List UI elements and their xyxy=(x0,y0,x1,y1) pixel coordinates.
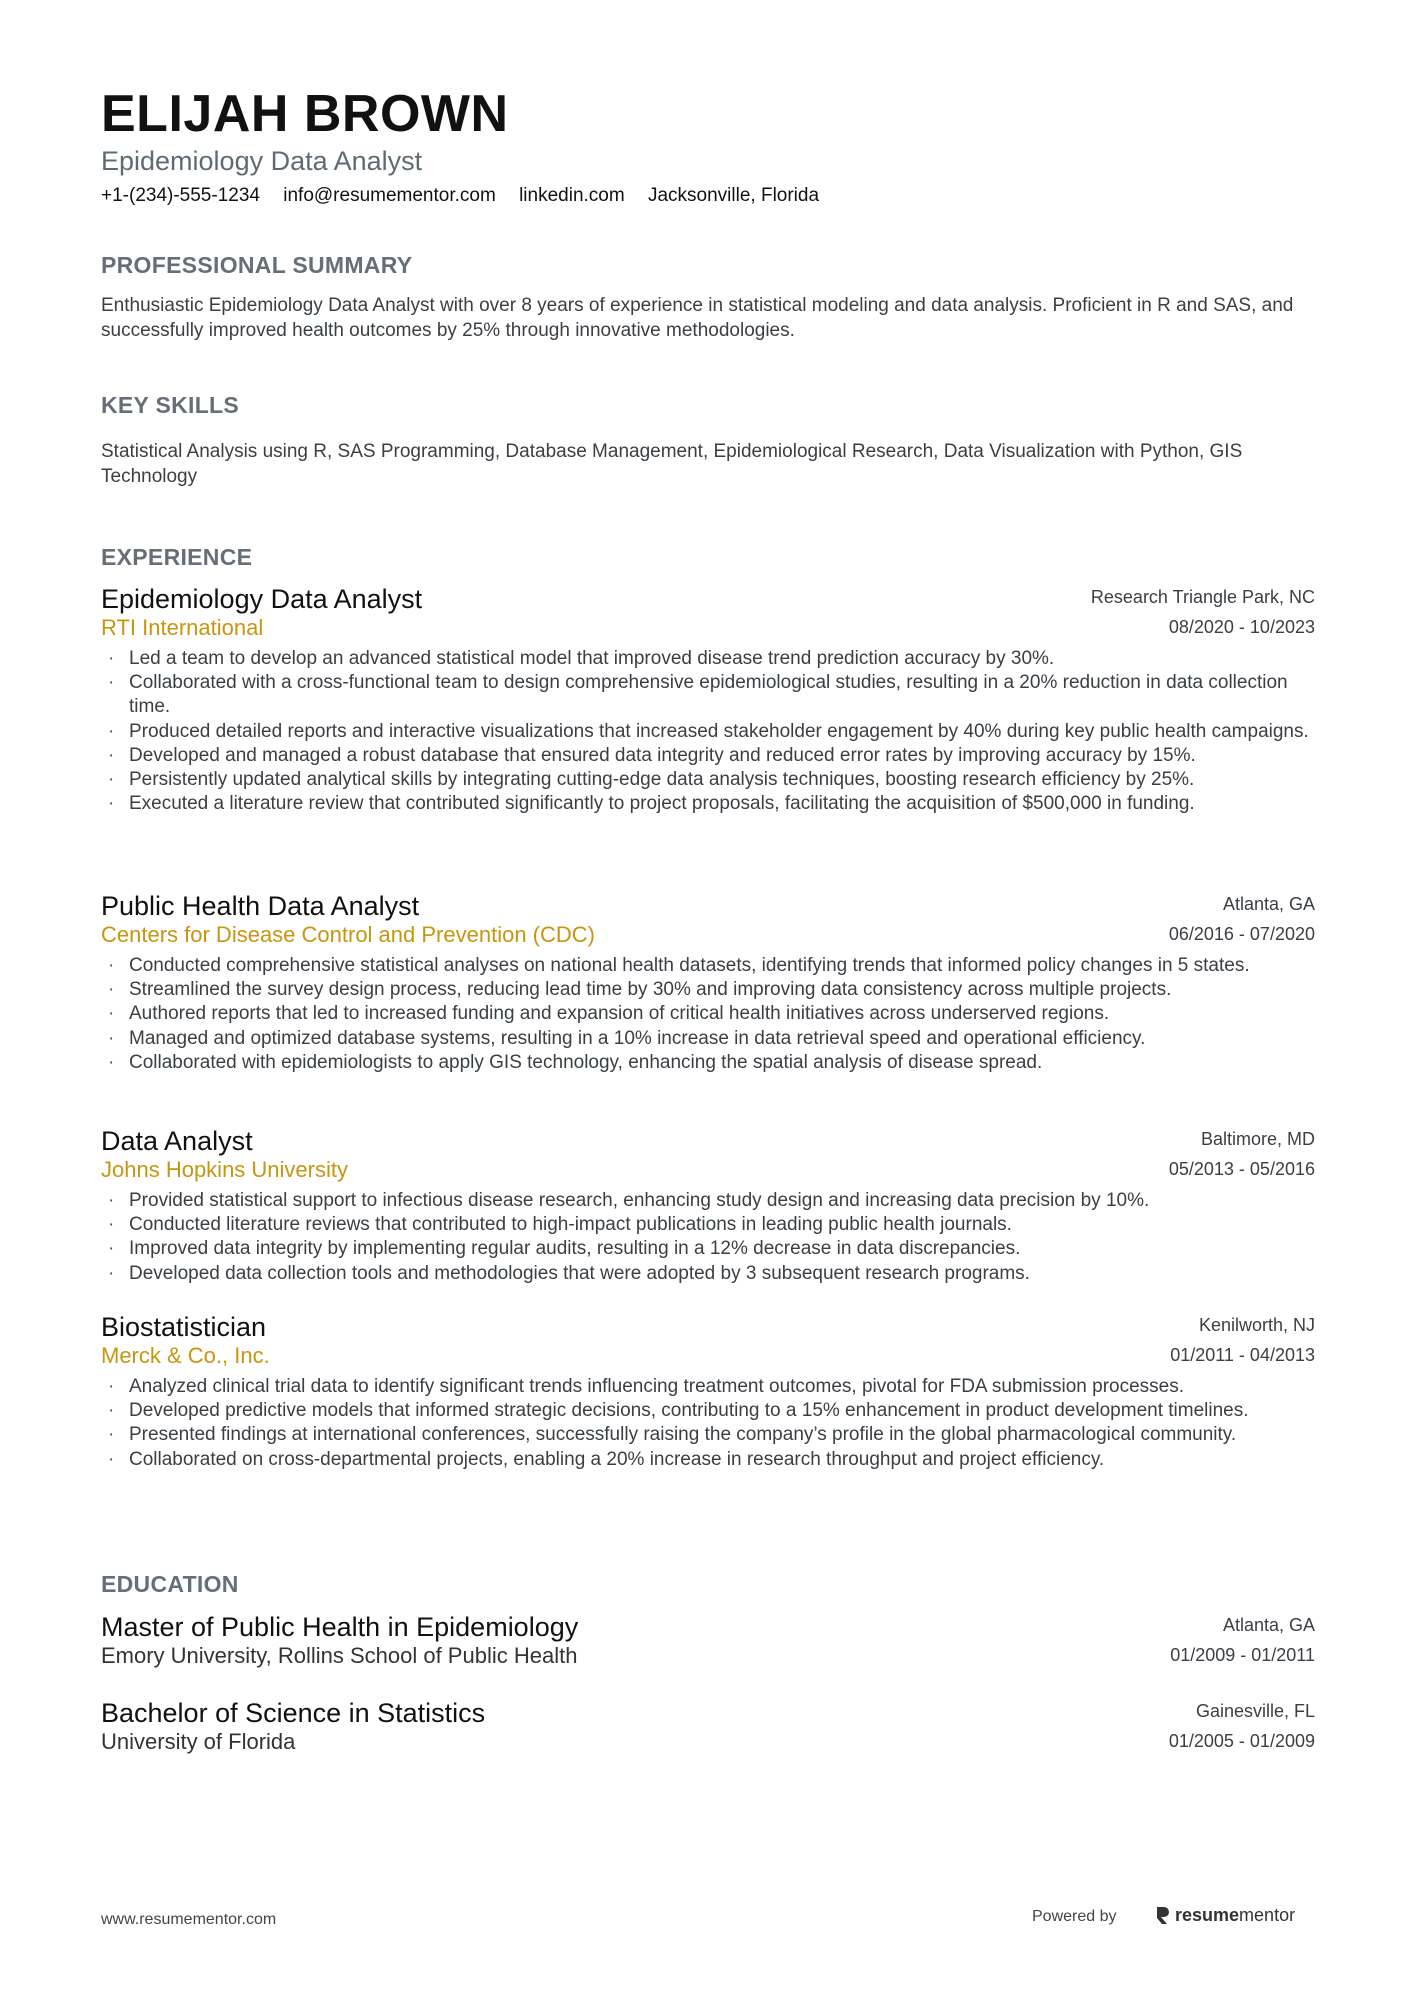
job-dates: 08/2020 - 10/2023 xyxy=(1168,617,1315,637)
job-dates: 01/2011 - 04/2013 xyxy=(1170,1345,1315,1365)
bullet-item: · Streamlined the survey design process, reducing lead time by 30% and improving data consistency across multiple projects. xyxy=(101,978,1315,1002)
bullet-item: · Collaborated with epidemiologists to apply GIS technology, enhancing the spatial analysis of disease spread. xyxy=(101,1051,1315,1075)
bullet-item: · Authored reports that led to increased funding and expansion of critical health initiatives across underserved regions. xyxy=(101,1002,1315,1026)
school-name: University of Florida xyxy=(101,1729,296,1754)
contact-phone: +1-(234)-555-1234 xyxy=(101,185,260,206)
bullet-item: · Developed and managed a robust database that ensured data integrity and reduced error rates by improving accuracy by 15%. xyxy=(101,744,1315,768)
school-dates: 01/2005 - 01/2009 xyxy=(1168,1731,1315,1751)
resumementor-logo[interactable] xyxy=(1155,1904,1295,1926)
candidate-role: Epidemiology Data Analyst xyxy=(101,146,423,176)
school-location: Gainesville, FL xyxy=(1195,1701,1315,1721)
job-location: Atlanta, GA xyxy=(1222,894,1315,914)
bullet-item: · Persistently updated analytical skills by integrating cutting-edge data analysis techniques, boosting research efficiency by 25%. xyxy=(101,768,1315,792)
job-title: Data Analyst xyxy=(101,1126,253,1156)
job-title: Epidemiology Data Analyst xyxy=(101,584,423,614)
bullet-item: · Produced detailed reports and interactive visualizations that increased stakeholder engagement by 40% during key public health campaigns. xyxy=(101,720,1315,744)
job-location: Kenilworth, NJ xyxy=(1198,1315,1315,1335)
bullet-item: · Collaborated with a cross-functional team to design comprehensive epidemiological studies, resulting in a 20% reduction in data collection time. xyxy=(101,671,1315,719)
logo-word-light: mentor xyxy=(1239,1905,1296,1925)
job-bullets xyxy=(101,1375,1315,1472)
skills-heading: KEY SKILLS xyxy=(101,392,240,418)
degree-title: Master of Public Health in Epidemiology xyxy=(101,1612,579,1642)
logo-word-bold: resume xyxy=(1175,1905,1240,1925)
bullet-item: · Managed and optimized database systems, resulting in a 10% increase in data retrieval speed and operational efficiency. xyxy=(101,1027,1315,1051)
bullet-item: · Analyzed clinical trial data to identify significant trends influencing treatment outcomes, pivotal for FDA submission processes. xyxy=(101,1375,1315,1399)
bullet-item: · Improved data integrity by implementing regular audits, resulting in a 12% decrease in data discrepancies. xyxy=(101,1237,1315,1261)
job-bullets xyxy=(101,647,1315,816)
job-title: Public Health Data Analyst xyxy=(101,891,420,921)
footer-website-link[interactable]: www.resumementor.com xyxy=(101,1911,277,1928)
bullet-item: · Provided statistical support to infectious disease research, enhancing study design and increasing data precision by 10%. xyxy=(101,1189,1315,1213)
candidate-name: ELIJAH BROWN xyxy=(101,85,509,143)
bullet-item: · Led a team to develop an advanced statistical model that improved disease trend prediction accuracy by 30%. xyxy=(101,647,1315,671)
job-company: RTI International xyxy=(101,615,264,640)
job-company: Johns Hopkins University xyxy=(101,1157,348,1182)
bullet-item: · Executed a literature review that contributed significantly to project proposals, facilitating the acquisition of $500,000 in funding. xyxy=(101,792,1315,816)
job-location: Baltimore, MD xyxy=(1200,1129,1315,1149)
education-heading: EDUCATION xyxy=(101,1571,239,1597)
contact-email: info@resumementor.com xyxy=(283,185,496,206)
bullet-item: · Conducted literature reviews that contributed to high-impact publications in leading public health journals. xyxy=(101,1213,1315,1237)
degree-title: Bachelor of Science in Statistics xyxy=(101,1698,486,1728)
contact-linkedin: linkedin.com xyxy=(519,185,625,206)
footer-powered-by: Powered by xyxy=(1032,1908,1117,1925)
job-location: Research Triangle Park, NC xyxy=(1090,587,1315,607)
job-bullets xyxy=(101,1189,1315,1286)
resumementor-logo-icon xyxy=(1155,1905,1169,1925)
logo-wordmark xyxy=(1175,1904,1295,1926)
job-dates: 06/2016 - 07/2020 xyxy=(1168,924,1315,944)
experience-heading: EXPERIENCE xyxy=(101,544,253,570)
summary-text: Enthusiastic Epidemiology Data Analyst with over 8 years of experience in statistical modeling and data analysis. Proficient in R and SAS, and successfully improved health outcomes by 25% through innovative methodologies. xyxy=(101,295,1294,341)
summary-heading: PROFESSIONAL SUMMARY xyxy=(101,252,413,278)
school-location: Atlanta, GA xyxy=(1222,1615,1315,1635)
school-dates: 01/2009 - 01/2011 xyxy=(1170,1645,1315,1665)
skills-text: Statistical Analysis using R, SAS Programming, Database Management, Epidemiological Research, Data Visualization with Python, GIS Technology xyxy=(101,441,1243,487)
bullet-item: · Presented findings at international conferences, successfully raising the company’s profile in the global pharmacological community. xyxy=(101,1423,1315,1447)
contact-line xyxy=(101,184,837,208)
bullet-item: · Developed data collection tools and methodologies that were adopted by 3 subsequent research programs. xyxy=(101,1262,1315,1286)
bullet-item: · Developed predictive models that informed strategic decisions, contributing to a 15% enhancement in product development timelines. xyxy=(101,1399,1315,1423)
contact-location: Jacksonville, Florida xyxy=(647,185,820,206)
school-name: Emory University, Rollins School of Public Health xyxy=(101,1643,578,1668)
job-bullets xyxy=(101,954,1315,1075)
bullet-item: · Collaborated on cross-departmental projects, enabling a 20% increase in research throughput and project efficiency. xyxy=(101,1448,1315,1472)
job-company: Centers for Disease Control and Prevention (CDC) xyxy=(101,922,595,947)
bullet-item: · Conducted comprehensive statistical analyses on national health datasets, identifying trends that informed policy changes in 5 states. xyxy=(101,954,1315,978)
job-dates: 05/2013 - 05/2016 xyxy=(1168,1159,1315,1179)
job-company: Merck & Co., Inc. xyxy=(101,1343,270,1368)
job-title: Biostatistician xyxy=(101,1312,267,1342)
